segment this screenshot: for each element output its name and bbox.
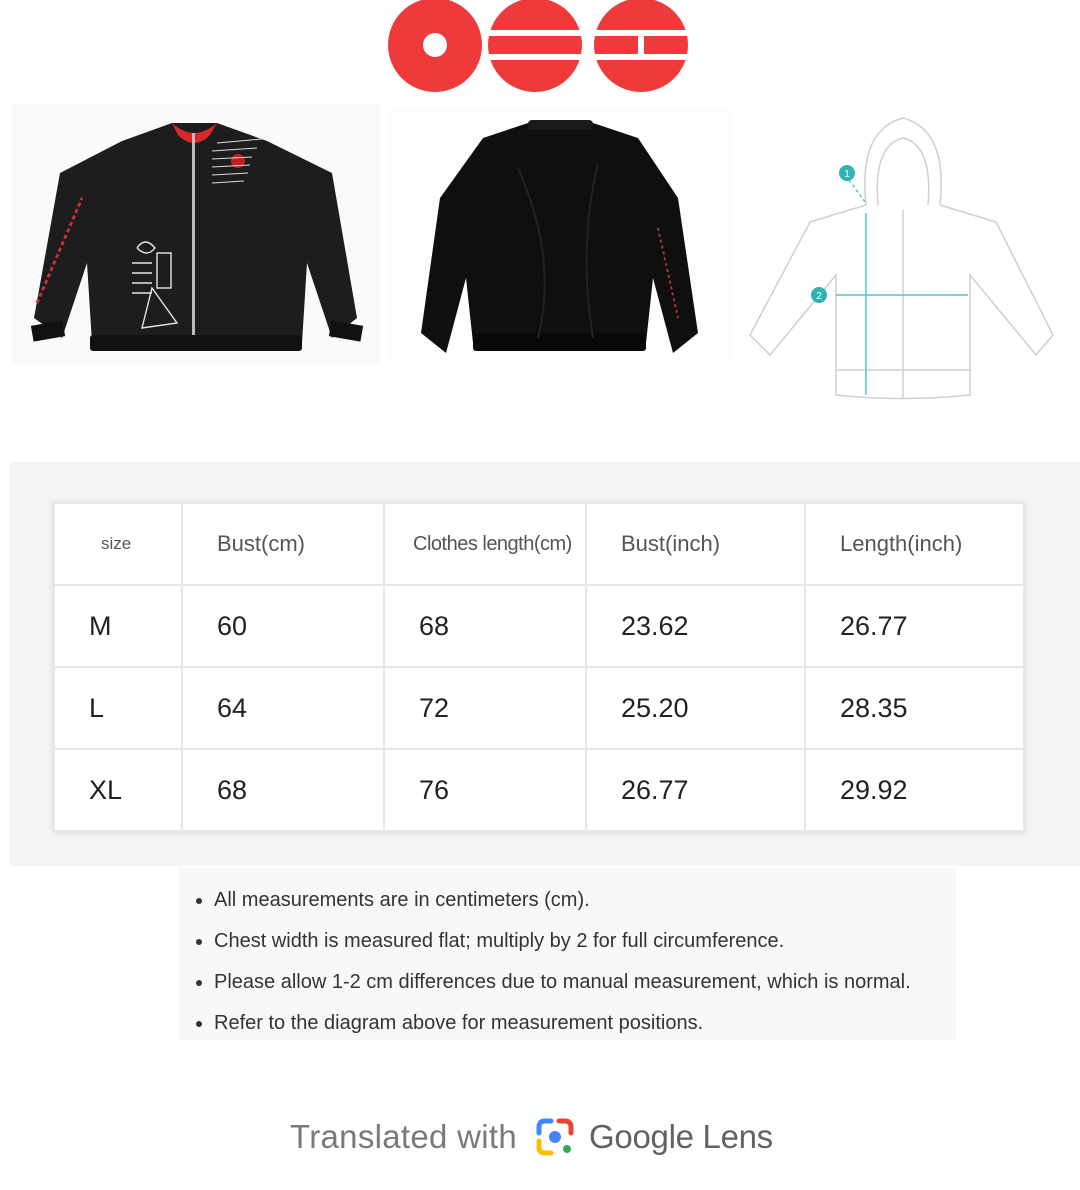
google-lens-icon (533, 1115, 577, 1159)
cell-size: L (54, 667, 182, 749)
brand-logo (385, 0, 695, 95)
cell-length-inch: 26.77 (805, 585, 1024, 667)
table-row (54, 667, 1024, 749)
header-length-inch: Length(inch) (805, 503, 1024, 585)
cell-bust-inch: 25.20 (586, 667, 805, 749)
cell-bust-cm: 68 (182, 749, 384, 831)
diagram-marker-2: 2 (816, 291, 822, 302)
google-lens-label: Google Lens (589, 1118, 773, 1155)
cell-bust-cm: 60 (182, 585, 384, 667)
measurement-diagram (748, 110, 1058, 405)
cell-bust-inch: 26.77 (586, 749, 805, 831)
measurement-notes (178, 868, 956, 1040)
jacket-front-photo (12, 103, 380, 365)
cell-length-inch: 29.92 (805, 749, 1024, 831)
table-row (54, 749, 1024, 831)
table-row (54, 585, 1024, 667)
cell-size: M (54, 585, 182, 667)
translated-with-label: Translated with (290, 1118, 518, 1155)
note-item: • Please allow 1-2 cm differences due to manual measurement, which is normal. (214, 962, 911, 1003)
cell-length-cm: 72 (384, 667, 586, 749)
header-length-cm: Clothes length(cm) (384, 503, 586, 585)
jacket-back-photo (388, 108, 733, 363)
google-lens-attribution (290, 1112, 810, 1162)
cell-bust-cm: 64 (182, 667, 384, 749)
header-size: size (54, 503, 182, 585)
size-table (53, 502, 1025, 832)
note-item: • All measurements are in centimeters (cm). (214, 880, 911, 921)
cell-bust-inch: 23.62 (586, 585, 805, 667)
header-bust-inch: Bust(inch) (586, 503, 805, 585)
cell-size: XL (54, 749, 182, 831)
note-item: • Chest width is measured flat; multiply by 2 for full circumference. (214, 921, 911, 962)
table-header-row (54, 503, 1024, 585)
cell-length-cm: 68 (384, 585, 586, 667)
note-item: • Refer to the diagram above for measurement positions. (214, 1003, 911, 1044)
cell-length-cm: 76 (384, 749, 586, 831)
header-bust-cm: Bust(cm) (182, 503, 384, 585)
diagram-marker-1: 1 (844, 169, 850, 180)
cell-length-inch: 28.35 (805, 667, 1024, 749)
